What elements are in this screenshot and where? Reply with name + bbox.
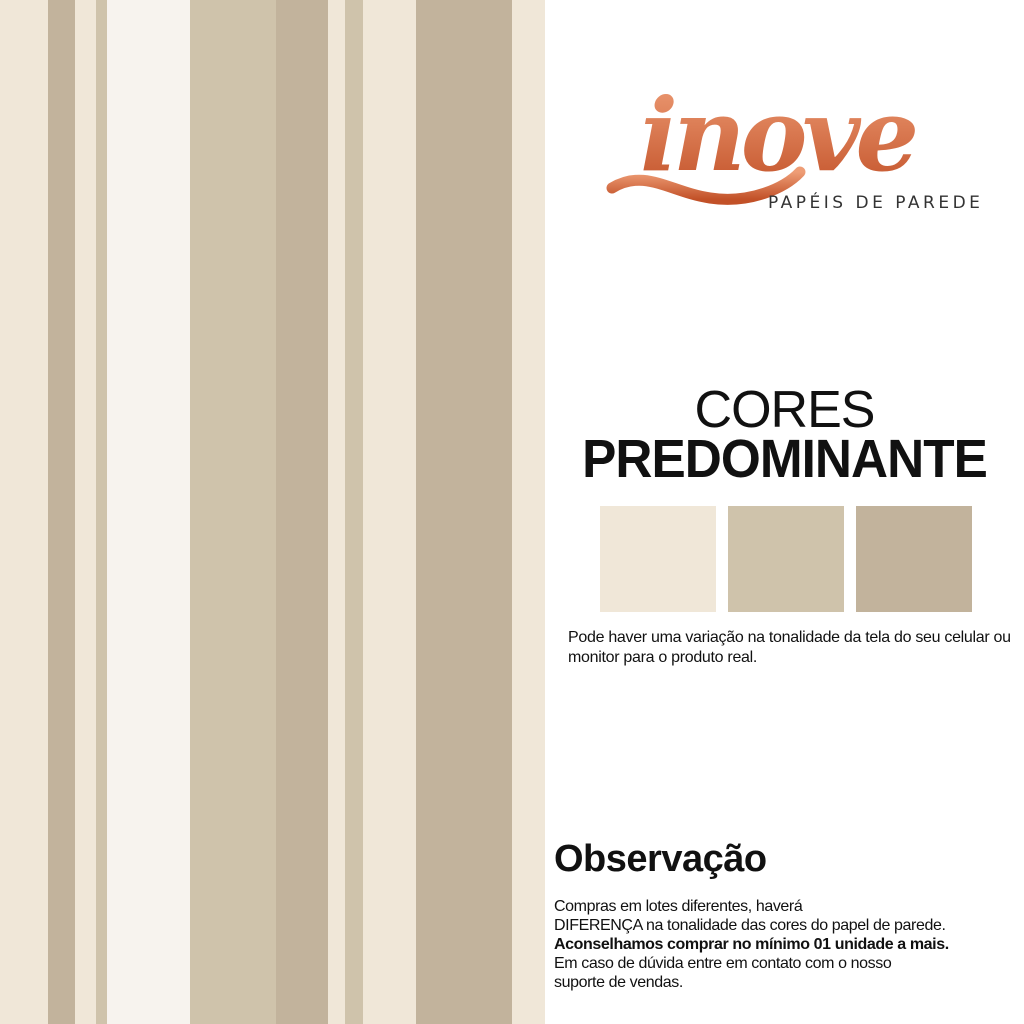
wallpaper-stripe bbox=[107, 0, 190, 1024]
heading-predominante: PREDOMINANTE bbox=[582, 429, 987, 489]
inove-logo bbox=[600, 70, 984, 230]
wallpaper-stripe bbox=[276, 0, 328, 1024]
wallpaper-stripe bbox=[96, 0, 107, 1024]
observation-line: DIFERENÇA na tonalidade das cores do papel de parede. bbox=[554, 917, 946, 934]
color-swatch-cream bbox=[600, 506, 716, 612]
wallpaper-stripe bbox=[190, 0, 276, 1024]
logo-wordmark: inove bbox=[640, 76, 915, 194]
color-swatch-beige bbox=[728, 506, 844, 612]
observation-line: Compras em lotes diferentes, haverá bbox=[554, 898, 803, 915]
wallpaper-stripe bbox=[512, 0, 545, 1024]
color-swatch-taupe bbox=[856, 506, 972, 612]
color-disclaimer: Pode haver uma variação na tonalidade da tela do seu celular ou monitor para o produto real. bbox=[568, 629, 1011, 666]
observation-title: Observação bbox=[554, 838, 767, 880]
observation-line: Em caso de dúvida entre em contato com o nosso bbox=[554, 955, 892, 972]
wallpaper-stripe bbox=[48, 0, 75, 1024]
observation-text bbox=[554, 897, 1022, 992]
logo-tagline: PAPÉIS DE PAREDE bbox=[768, 193, 984, 213]
wallpaper-stripe bbox=[416, 0, 512, 1024]
heading-cores: CORES bbox=[694, 381, 875, 439]
observation-recommendation: Aconselhamos comprar no mínimo 01 unidade a mais. bbox=[554, 936, 949, 953]
wallpaper-stripe bbox=[345, 0, 363, 1024]
observation-line: suporte de vendas. bbox=[554, 974, 683, 991]
